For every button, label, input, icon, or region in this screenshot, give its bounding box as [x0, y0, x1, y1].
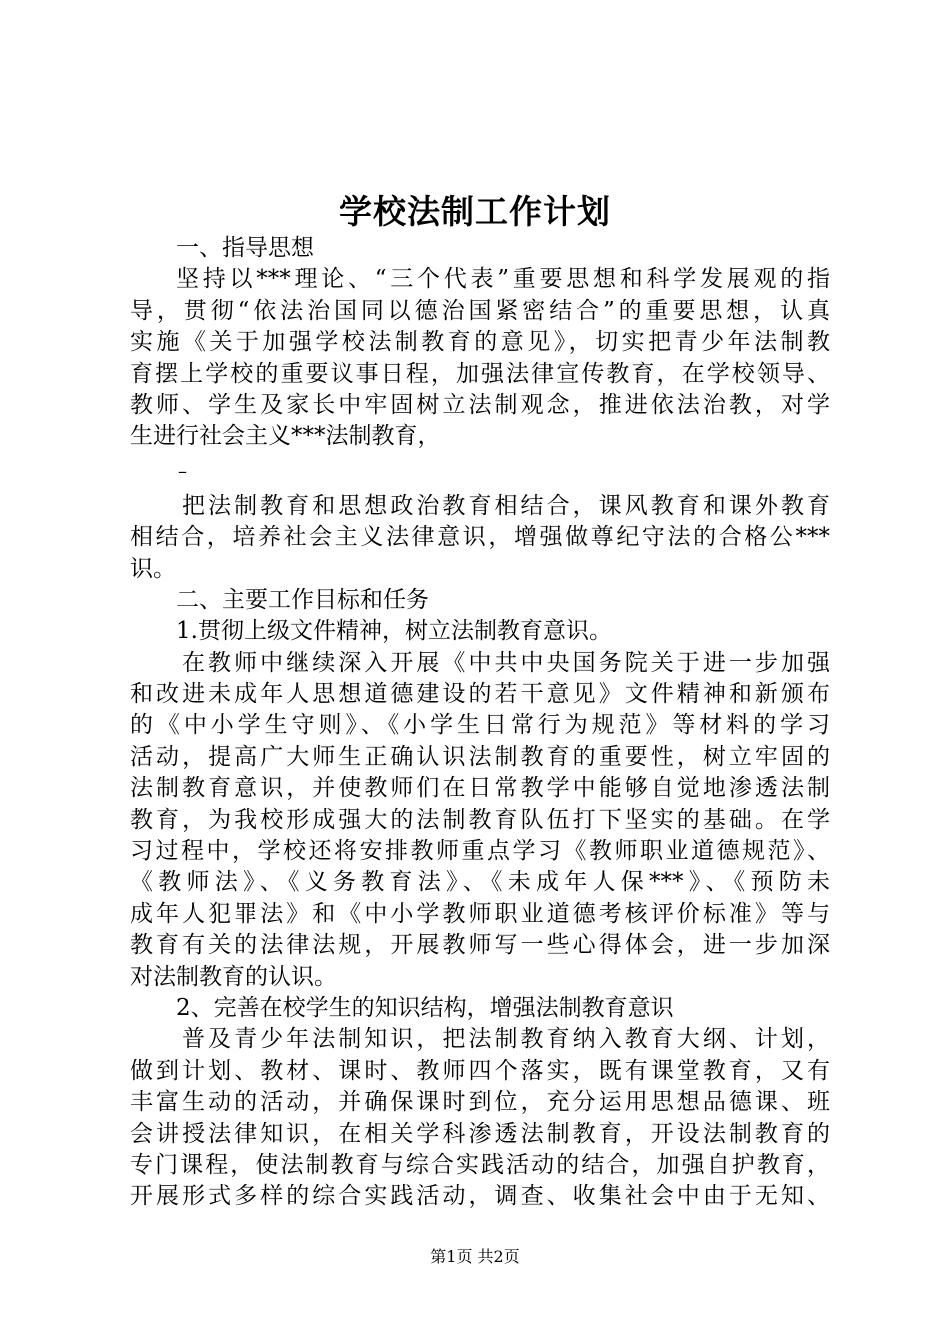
paragraph-line: 丰富生动的活动，并确保课时到位，充分运用思想品德课、班 — [130, 1089, 830, 1116]
paragraph-line: 专门课程，使法制教育与综合实践活动的结合，加强自护教育， — [130, 1151, 830, 1178]
paragraph-line: 做到计划、教材、课时、教师四个落实，既有课堂教育，又有 — [130, 1057, 830, 1084]
paragraph-line: 成年人犯罪法》和《中小学教师职业道德考核评价标准》等与 — [130, 900, 830, 927]
paragraph-line: 对法制教育的认识。 — [130, 963, 337, 990]
paragraph-line: 会讲授法律知识，在相关学科渗透法制教育，开设法制教育的 — [130, 1120, 830, 1147]
paragraph-line: 识。 — [130, 555, 176, 582]
separator-dash: – — [178, 460, 187, 482]
paragraph-line: 习过程中，学校还将安排教师重点学习《教师职业道德规范》、 — [130, 838, 830, 865]
page-number-footer: 第1页 共2页 — [430, 1247, 520, 1266]
paragraph-line: 坚持以***理论、“三个代表”重要思想和科学发展观的指 — [176, 266, 830, 293]
subsection-heading-2: 2、完善在校学生的知识结构，增强法制教育意识 — [176, 994, 674, 1021]
paragraph-line: 导，贯彻“依法治国同以德治国紧密结合”的重要思想，认真 — [130, 297, 830, 324]
paragraph-line: 普及青少年法制知识，把法制教育纳入教育大纲、计划， — [182, 1026, 830, 1053]
paragraph-line: 育摆上学校的重要议事日程，加强法律宣传教育，在学校领导、 — [130, 360, 830, 387]
paragraph-line: 《教师法》、《义务教育法》、《未成年人保***》、《预防未 — [130, 869, 830, 896]
paragraph-line: 在教师中继续深入开展《中共中央国务院关于进一步加强 — [182, 649, 830, 676]
paragraph-line: 活动，提高广大师生正确认识法制教育的重要性，树立牢固的 — [130, 743, 830, 770]
paragraph-line: 生进行社会主义***法制教育， — [130, 423, 441, 450]
paragraph-line: 教师、学生及家长中牢固树立法制观念，推进依法治教，对学 — [130, 391, 830, 418]
document-body — [130, 233, 830, 1213]
paragraph-line: 和改进未成年人思想道德建设的若干意见》文件精神和新颁布 — [130, 681, 830, 708]
paragraph-line: 把法制教育和思想政治教育相结合，课风教育和课外教育 — [182, 492, 830, 519]
paragraph-line: 教育，为我校形成强大的法制教育队伍打下坚实的基础。在学 — [130, 806, 830, 833]
section-heading-guiding-thought: 一、指导思想 — [176, 235, 314, 261]
paragraph-line: 实施《关于加强学校法制教育的意见》，切实把青少年法制教 — [130, 329, 830, 356]
section-heading-goals: 二、主要工作目标和任务 — [176, 586, 429, 613]
paragraph-line: 相结合，培养社会主义法律意识，增强做尊纪守法的合格公*** — [130, 524, 830, 551]
paragraph-line: 开展形式多样的综合实践活动，调查、收集社会中由于无知、 — [130, 1183, 830, 1210]
document-title: 学校法制工作计划 — [339, 192, 611, 231]
paragraph-line: 教育有关的法律法规，开展教师写一些心得体会，进一步加深 — [130, 932, 830, 959]
subsection-heading-1: 1.贯彻上级文件精神，树立法制教育意识。 — [176, 618, 612, 645]
paragraph-line: 法制教育意识，并使教师们在日常教学中能够自觉地渗透法制 — [130, 775, 830, 802]
paragraph-line: 的《中小学生守则》、《小学生日常行为规范》等材料的学习 — [130, 712, 830, 739]
